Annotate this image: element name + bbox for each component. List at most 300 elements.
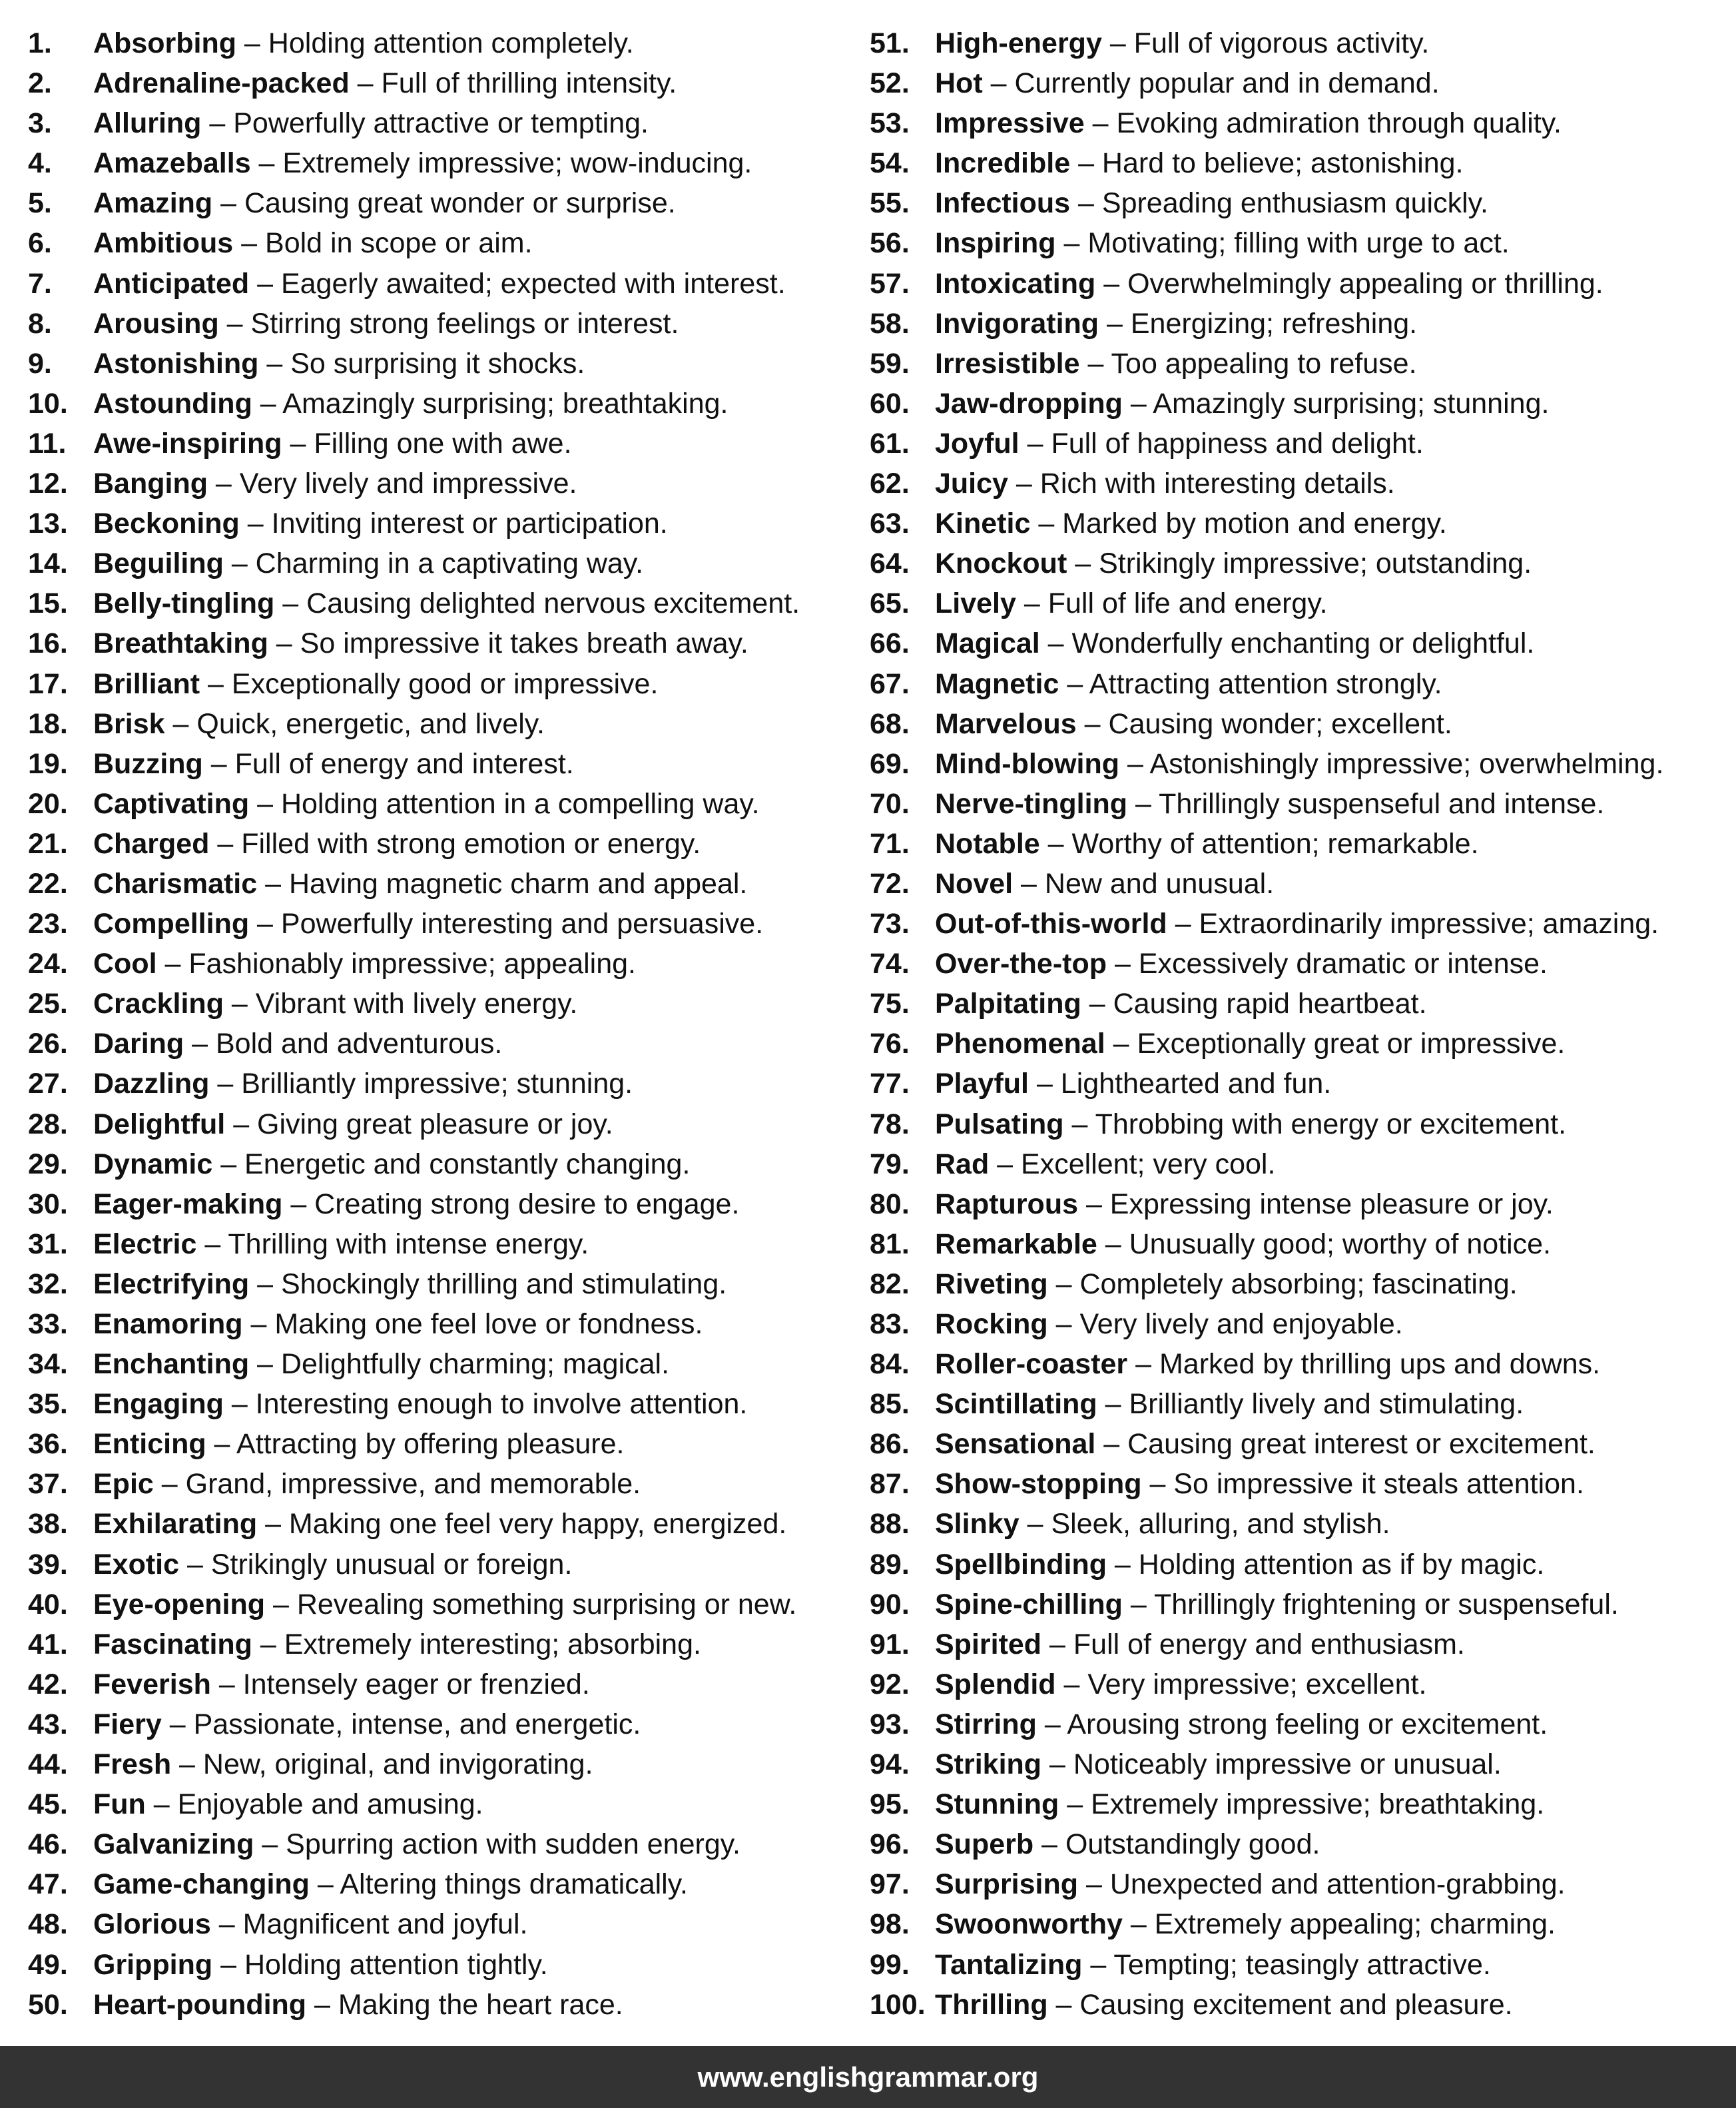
list-item bbox=[870, 23, 1729, 63]
entry-term: Delightful bbox=[93, 1108, 226, 1140]
entry-term: Superb bbox=[935, 1828, 1034, 1861]
entry-definition: – Exceptionally good or impressive. bbox=[200, 667, 659, 700]
entry-term: Enamoring bbox=[93, 1308, 243, 1340]
list-item bbox=[870, 223, 1729, 263]
entry-number: 22. bbox=[28, 867, 68, 900]
entry-term: Remarkable bbox=[935, 1228, 1097, 1260]
entry-term: Out-of-this-world bbox=[935, 908, 1167, 940]
entry-definition: – Lighthearted and fun. bbox=[1029, 1068, 1332, 1100]
entry-term: Enticing bbox=[93, 1428, 206, 1461]
entry-number: 99. bbox=[870, 1948, 910, 1981]
entry-term: Magical bbox=[935, 627, 1040, 660]
entry-term: Rapturous bbox=[935, 1188, 1078, 1220]
list-item bbox=[28, 543, 867, 583]
entry-number: 67. bbox=[870, 667, 910, 700]
entry-term: Hot bbox=[935, 67, 983, 100]
entry-number: 14. bbox=[28, 547, 68, 580]
entry-definition: – Eagerly awaited; expected with interest. bbox=[249, 267, 786, 300]
entry-number: 34. bbox=[28, 1348, 68, 1381]
list-item bbox=[870, 864, 1729, 904]
entry-term: Jaw-dropping bbox=[935, 387, 1123, 420]
entry-definition: – Attracting attention strongly. bbox=[1059, 667, 1442, 700]
entry-number: 72. bbox=[870, 867, 910, 900]
entry-definition: – Powerfully attractive or tempting. bbox=[201, 107, 649, 140]
entry-term: Feverish bbox=[93, 1668, 211, 1700]
list-item bbox=[870, 264, 1729, 304]
entry-term: Spellbinding bbox=[935, 1548, 1107, 1581]
entry-definition: – Holding attention tightly. bbox=[212, 1948, 548, 1981]
list-item bbox=[28, 664, 867, 704]
entry-number: 73. bbox=[870, 908, 910, 940]
list-item bbox=[28, 143, 867, 183]
entry-term: Slinky bbox=[935, 1508, 1019, 1541]
entry-definition: – Hard to believe; astonishing. bbox=[1070, 147, 1464, 180]
list-item bbox=[28, 1824, 867, 1864]
entry-term: Pulsating bbox=[935, 1108, 1064, 1140]
entry-term: Anticipated bbox=[93, 267, 250, 300]
entry-definition: – Full of vigorous activity. bbox=[1101, 27, 1430, 59]
list-item bbox=[28, 1624, 867, 1664]
list-item bbox=[28, 103, 867, 143]
list-item bbox=[28, 784, 867, 824]
entry-definition: – Filling one with awe. bbox=[282, 427, 572, 460]
list-item bbox=[28, 1104, 867, 1144]
entry-definition: – Tempting; teasingly attractive. bbox=[1082, 1948, 1491, 1981]
entry-term: Heart-pounding bbox=[93, 1988, 307, 2021]
list-item bbox=[28, 1904, 867, 1944]
entry-definition: – Thrilling with intense energy. bbox=[196, 1228, 589, 1260]
entry-term: Game-changing bbox=[93, 1868, 310, 1901]
entry-definition: – Shockingly thrilling and stimulating. bbox=[249, 1267, 727, 1300]
entry-definition: – Holding attention completely. bbox=[236, 27, 634, 59]
entry-number: 7. bbox=[28, 267, 52, 300]
entry-definition: – Inviting interest or participation. bbox=[239, 508, 668, 540]
entry-definition: – Brilliantly lively and stimulating. bbox=[1097, 1388, 1524, 1421]
entry-definition: – Completely absorbing; fascinating. bbox=[1047, 1267, 1518, 1300]
entry-number: 59. bbox=[870, 347, 910, 380]
entry-definition: – Currently popular and in demand. bbox=[982, 67, 1440, 100]
entry-number: 47. bbox=[28, 1868, 68, 1901]
entry-definition: – Worthy of attention; remarkable. bbox=[1039, 827, 1479, 860]
list-item bbox=[870, 824, 1729, 864]
list-item bbox=[28, 1344, 867, 1384]
entry-term: Juicy bbox=[935, 468, 1008, 500]
list-item bbox=[28, 1424, 867, 1464]
list-item bbox=[870, 704, 1729, 744]
entry-number: 98. bbox=[870, 1908, 910, 1941]
entry-number: 88. bbox=[870, 1508, 910, 1541]
entry-number: 30. bbox=[28, 1188, 68, 1220]
entry-term: Breathtaking bbox=[93, 627, 268, 660]
list-item bbox=[28, 1064, 867, 1104]
entry-definition: – Amazingly surprising; stunning. bbox=[1122, 387, 1550, 420]
entry-number: 25. bbox=[28, 988, 68, 1020]
entry-number: 64. bbox=[870, 547, 910, 580]
entry-number: 80. bbox=[870, 1188, 910, 1220]
entry-term: Nerve-tingling bbox=[935, 787, 1128, 820]
entry-number: 62. bbox=[870, 468, 910, 500]
entry-definition: – Thrillingly frightening or suspenseful. bbox=[1122, 1588, 1619, 1620]
entry-number: 32. bbox=[28, 1267, 68, 1300]
entry-definition: – Extraordinarily impressive; amazing. bbox=[1167, 908, 1659, 940]
entry-number: 24. bbox=[28, 948, 68, 980]
entry-definition: – Noticeably impressive or unusual. bbox=[1041, 1748, 1502, 1781]
entry-number: 11. bbox=[28, 427, 67, 460]
entry-definition: – New and unusual. bbox=[1013, 867, 1275, 900]
list-item bbox=[870, 344, 1729, 384]
entry-definition: – Astonishingly impressive; overwhelming. bbox=[1119, 747, 1664, 780]
entry-term: Captivating bbox=[93, 787, 250, 820]
list-item bbox=[28, 744, 867, 784]
entry-number: 3. bbox=[28, 107, 52, 140]
list-item bbox=[870, 1864, 1729, 1904]
footer-bar bbox=[0, 2046, 1736, 2108]
entry-term: Joyful bbox=[935, 427, 1019, 460]
entry-definition: – Filled with strong emotion or energy. bbox=[209, 827, 701, 860]
list-item bbox=[870, 1264, 1729, 1304]
entry-definition: – Too appealing to refuse. bbox=[1079, 347, 1417, 380]
entry-definition: – Revealing something surprising or new. bbox=[265, 1588, 797, 1620]
entry-term: Amazing bbox=[93, 187, 213, 220]
entry-number: 60. bbox=[870, 387, 910, 420]
entry-number: 44. bbox=[28, 1748, 68, 1781]
entry-number: 6. bbox=[28, 227, 52, 260]
entry-term: Electrifying bbox=[93, 1267, 250, 1300]
entry-term: Fun bbox=[93, 1788, 146, 1821]
entry-number: 91. bbox=[870, 1628, 910, 1660]
entry-definition: – Having magnetic charm and appeal. bbox=[257, 867, 748, 900]
list-item bbox=[870, 1945, 1729, 1985]
entry-number: 26. bbox=[28, 1028, 68, 1060]
list-item bbox=[28, 1664, 867, 1704]
entry-definition: – Strikingly impressive; outstanding. bbox=[1067, 547, 1532, 580]
entry-term: Compelling bbox=[93, 908, 250, 940]
entry-definition: – Creating strong desire to engage. bbox=[282, 1188, 740, 1220]
entry-number: 37. bbox=[28, 1468, 68, 1501]
entry-term: Exotic bbox=[93, 1548, 180, 1581]
entry-term: Galvanizing bbox=[93, 1828, 254, 1861]
entry-term: Astonishing bbox=[93, 347, 259, 380]
list-item bbox=[870, 1784, 1729, 1824]
entry-number: 84. bbox=[870, 1348, 910, 1381]
entry-number: 71. bbox=[870, 827, 910, 860]
entry-number: 21. bbox=[28, 827, 68, 860]
list-item bbox=[28, 864, 867, 904]
entry-definition: – Sleek, alluring, and stylish. bbox=[1019, 1508, 1390, 1541]
entry-definition: – Charming in a captivating way. bbox=[223, 547, 644, 580]
entry-number: 31. bbox=[28, 1228, 68, 1260]
list-item bbox=[28, 824, 867, 864]
list-item bbox=[870, 464, 1729, 504]
entry-term: Dazzling bbox=[93, 1068, 210, 1100]
entry-term: Epic bbox=[93, 1468, 154, 1501]
entry-definition: – Attracting by offering pleasure. bbox=[206, 1428, 625, 1461]
entry-term: Incredible bbox=[935, 147, 1071, 180]
entry-term: Kinetic bbox=[935, 508, 1031, 540]
entry-term: Sensational bbox=[935, 1428, 1096, 1461]
entry-definition: – Wonderfully enchanting or delightful. bbox=[1039, 627, 1535, 660]
entry-term: Beckoning bbox=[93, 508, 240, 540]
entry-number: 75. bbox=[870, 988, 910, 1020]
list-item bbox=[870, 1464, 1729, 1504]
list-item bbox=[870, 424, 1729, 464]
entry-definition: – Extremely impressive; wow-inducing. bbox=[250, 147, 752, 180]
list-item bbox=[870, 504, 1729, 543]
entry-definition: – Causing excitement and pleasure. bbox=[1047, 1988, 1513, 2021]
word-list-left-column bbox=[28, 23, 867, 2025]
entry-term: Impressive bbox=[935, 107, 1085, 140]
list-item bbox=[870, 984, 1729, 1024]
list-item bbox=[28, 944, 867, 984]
entry-number: 48. bbox=[28, 1908, 68, 1941]
list-item bbox=[28, 1264, 867, 1304]
entry-number: 63. bbox=[870, 508, 910, 540]
entry-number: 100. bbox=[870, 1988, 926, 2021]
entry-term: Eager-making bbox=[93, 1188, 283, 1220]
list-item bbox=[870, 1424, 1729, 1464]
entry-definition: – Rich with interesting details. bbox=[1008, 468, 1395, 500]
entry-definition: – Delightfully charming; magical. bbox=[249, 1348, 670, 1381]
entry-term: Rad bbox=[935, 1148, 990, 1180]
entry-term: Intoxicating bbox=[935, 267, 1096, 300]
entry-term: Eye-opening bbox=[93, 1588, 266, 1620]
list-item bbox=[28, 1464, 867, 1504]
entry-number: 1. bbox=[28, 27, 52, 59]
list-item bbox=[28, 1384, 867, 1424]
entry-number: 85. bbox=[870, 1388, 910, 1421]
entry-term: Brisk bbox=[93, 707, 165, 740]
entry-number: 10. bbox=[28, 387, 68, 420]
entry-number: 93. bbox=[870, 1708, 910, 1740]
entry-number: 55. bbox=[870, 187, 910, 220]
entry-definition: – Very lively and impressive. bbox=[207, 468, 577, 500]
entry-definition: – Intensely eager or frenzied. bbox=[210, 1668, 590, 1700]
list-item bbox=[28, 1784, 867, 1824]
entry-definition: – Strikingly unusual or foreign. bbox=[179, 1548, 573, 1581]
entry-term: Fiery bbox=[93, 1708, 162, 1740]
list-item bbox=[28, 424, 867, 464]
entry-definition: – Powerfully interesting and persuasive. bbox=[249, 908, 764, 940]
list-item bbox=[28, 1985, 867, 2025]
entry-term: Arousing bbox=[93, 307, 219, 340]
entry-definition: – Extremely interesting; absorbing. bbox=[252, 1628, 701, 1660]
entry-definition: – Enjoyable and amusing. bbox=[145, 1788, 483, 1821]
entry-term: Show-stopping bbox=[935, 1468, 1142, 1501]
entry-term: Amazeballs bbox=[93, 147, 251, 180]
entry-definition: – Amazingly surprising; breathtaking. bbox=[252, 387, 728, 420]
entry-term: Notable bbox=[935, 827, 1040, 860]
entry-term: Stunning bbox=[935, 1788, 1059, 1821]
list-item bbox=[870, 1184, 1729, 1224]
entry-definition: – Making one feel love or fondness. bbox=[242, 1308, 703, 1340]
list-item bbox=[28, 1584, 867, 1624]
entry-number: 16. bbox=[28, 627, 68, 660]
entry-term: Infectious bbox=[935, 187, 1071, 220]
entry-definition: – Magnificent and joyful. bbox=[210, 1908, 528, 1941]
entry-definition: – Full of happiness and delight. bbox=[1019, 427, 1424, 460]
entry-term: Palpitating bbox=[935, 988, 1081, 1020]
entry-definition: – Unexpected and attention-grabbing. bbox=[1078, 1868, 1566, 1901]
entry-number: 15. bbox=[28, 587, 68, 620]
entry-number: 66. bbox=[870, 627, 910, 660]
list-item bbox=[28, 1545, 867, 1584]
list-item bbox=[870, 1904, 1729, 1944]
entry-definition: – Excessively dramatic or intense. bbox=[1107, 948, 1548, 980]
entry-number: 29. bbox=[28, 1148, 68, 1180]
list-item bbox=[870, 103, 1729, 143]
entry-number: 2. bbox=[28, 67, 52, 100]
entry-number: 35. bbox=[28, 1388, 68, 1421]
list-item bbox=[28, 1144, 867, 1184]
entry-term: Awe-inspiring bbox=[93, 427, 282, 460]
entry-term: Gripping bbox=[93, 1948, 213, 1981]
entry-definition: – Passionate, intense, and energetic. bbox=[161, 1708, 641, 1740]
entry-term: Charismatic bbox=[93, 867, 258, 900]
list-item bbox=[28, 384, 867, 424]
entry-definition: – Causing rapid heartbeat. bbox=[1081, 988, 1427, 1020]
list-item bbox=[28, 63, 867, 103]
entry-term: Buzzing bbox=[93, 747, 203, 780]
entry-definition: – Full of energy and interest. bbox=[202, 747, 574, 780]
entry-definition: – Exceptionally great or impressive. bbox=[1105, 1028, 1566, 1060]
entry-number: 43. bbox=[28, 1708, 68, 1740]
list-item bbox=[28, 1864, 867, 1904]
entry-term: Splendid bbox=[935, 1668, 1056, 1700]
entry-definition: – Very impressive; excellent. bbox=[1055, 1668, 1427, 1700]
entry-number: 76. bbox=[870, 1028, 910, 1060]
list-item bbox=[28, 464, 867, 504]
entry-term: Absorbing bbox=[93, 27, 236, 59]
entry-term: Surprising bbox=[935, 1868, 1079, 1901]
entry-number: 56. bbox=[870, 227, 910, 260]
list-item bbox=[870, 1504, 1729, 1544]
list-item bbox=[870, 1224, 1729, 1264]
entry-number: 69. bbox=[870, 747, 910, 780]
entry-number: 68. bbox=[870, 707, 910, 740]
entry-definition: – So impressive it takes breath away. bbox=[268, 627, 748, 660]
entry-term: Mind-blowing bbox=[935, 747, 1120, 780]
entry-number: 17. bbox=[28, 667, 68, 700]
entry-definition: – Quick, energetic, and lively. bbox=[164, 707, 545, 740]
entry-number: 94. bbox=[870, 1748, 910, 1781]
entry-definition: – Interesting enough to involve attention. bbox=[223, 1388, 748, 1421]
entry-term: Astounding bbox=[93, 387, 252, 420]
entry-number: 77. bbox=[870, 1068, 910, 1100]
list-item bbox=[870, 1344, 1729, 1384]
entry-number: 97. bbox=[870, 1868, 910, 1901]
list-item bbox=[870, 1304, 1729, 1344]
entry-term: Marvelous bbox=[935, 707, 1077, 740]
list-item bbox=[28, 984, 867, 1024]
entry-term: Spine-chilling bbox=[935, 1588, 1123, 1620]
entry-number: 4. bbox=[28, 147, 52, 180]
list-item bbox=[28, 223, 867, 263]
list-item bbox=[28, 23, 867, 63]
entry-number: 20. bbox=[28, 787, 68, 820]
entry-term: Striking bbox=[935, 1748, 1042, 1781]
list-item bbox=[870, 384, 1729, 424]
entry-definition: – Grand, impressive, and memorable. bbox=[153, 1468, 641, 1501]
entry-number: 82. bbox=[870, 1267, 910, 1300]
entry-number: 51. bbox=[870, 27, 910, 59]
list-item bbox=[870, 1704, 1729, 1744]
entry-definition: – Full of thrilling intensity. bbox=[349, 67, 677, 100]
entry-number: 28. bbox=[28, 1108, 68, 1140]
list-item bbox=[28, 344, 867, 384]
entry-term: Banging bbox=[93, 468, 208, 500]
entry-number: 78. bbox=[870, 1108, 910, 1140]
entry-number: 95. bbox=[870, 1788, 910, 1821]
entry-term: Roller-coaster bbox=[935, 1348, 1128, 1381]
entry-number: 61. bbox=[870, 427, 910, 460]
list-item bbox=[28, 1744, 867, 1784]
list-item bbox=[870, 904, 1729, 944]
entry-number: 41. bbox=[28, 1628, 68, 1660]
entry-definition: – Altering things dramatically. bbox=[309, 1868, 688, 1901]
entry-number: 57. bbox=[870, 267, 910, 300]
list-item bbox=[870, 1824, 1729, 1864]
entry-term: Cool bbox=[93, 948, 157, 980]
entry-definition: – Energizing; refreshing. bbox=[1099, 307, 1418, 340]
entry-number: 96. bbox=[870, 1828, 910, 1861]
list-item bbox=[870, 1384, 1729, 1424]
list-item bbox=[870, 1104, 1729, 1144]
list-item bbox=[870, 583, 1729, 623]
entry-term: Belly-tingling bbox=[93, 587, 275, 620]
entry-number: 87. bbox=[870, 1468, 910, 1501]
entry-definition: – Fashionably impressive; appealing. bbox=[156, 948, 636, 980]
entry-definition: – Unusually good; worthy of notice. bbox=[1097, 1228, 1552, 1260]
entry-definition: – Causing wonder; excellent. bbox=[1076, 707, 1452, 740]
entry-definition: – Thrillingly suspenseful and intense. bbox=[1127, 787, 1605, 820]
entry-number: 79. bbox=[870, 1148, 910, 1180]
list-item bbox=[870, 1744, 1729, 1784]
entry-number: 83. bbox=[870, 1308, 910, 1340]
list-item bbox=[870, 1664, 1729, 1704]
entry-definition: – Full of energy and enthusiasm. bbox=[1041, 1628, 1465, 1660]
list-item bbox=[28, 1945, 867, 1985]
entry-term: Invigorating bbox=[935, 307, 1099, 340]
entry-term: Knockout bbox=[935, 547, 1067, 580]
list-item bbox=[28, 1504, 867, 1544]
entry-term: Brilliant bbox=[93, 667, 200, 700]
entry-number: 58. bbox=[870, 307, 910, 340]
entry-definition: – Holding attention as if by magic. bbox=[1106, 1548, 1545, 1581]
entry-term: Daring bbox=[93, 1028, 184, 1060]
entry-term: Stirring bbox=[935, 1708, 1037, 1740]
entry-term: Charged bbox=[93, 827, 210, 860]
entry-definition: – Marked by motion and energy. bbox=[1030, 508, 1447, 540]
list-item bbox=[28, 623, 867, 663]
entry-term: Swoonworthy bbox=[935, 1908, 1123, 1941]
entry-definition: – Expressing intense pleasure or joy. bbox=[1078, 1188, 1554, 1220]
entry-term: Beguiling bbox=[93, 547, 224, 580]
entry-definition: – Excellent; very cool. bbox=[989, 1148, 1276, 1180]
entry-term: Rocking bbox=[935, 1308, 1048, 1340]
list-item bbox=[28, 904, 867, 944]
entry-number: 92. bbox=[870, 1668, 910, 1700]
entry-number: 50. bbox=[28, 1988, 68, 2021]
list-item bbox=[28, 183, 867, 223]
entry-definition: – Extremely impressive; breathtaking. bbox=[1059, 1788, 1545, 1821]
list-item bbox=[870, 664, 1729, 704]
entry-term: Scintillating bbox=[935, 1388, 1097, 1421]
entry-definition: – Causing great interest or excitement. bbox=[1095, 1428, 1595, 1461]
entry-number: 18. bbox=[28, 707, 68, 740]
entry-definition: – So surprising it shocks. bbox=[258, 347, 585, 380]
entry-number: 42. bbox=[28, 1668, 68, 1700]
entry-definition: – Stirring strong feelings or interest. bbox=[218, 307, 679, 340]
